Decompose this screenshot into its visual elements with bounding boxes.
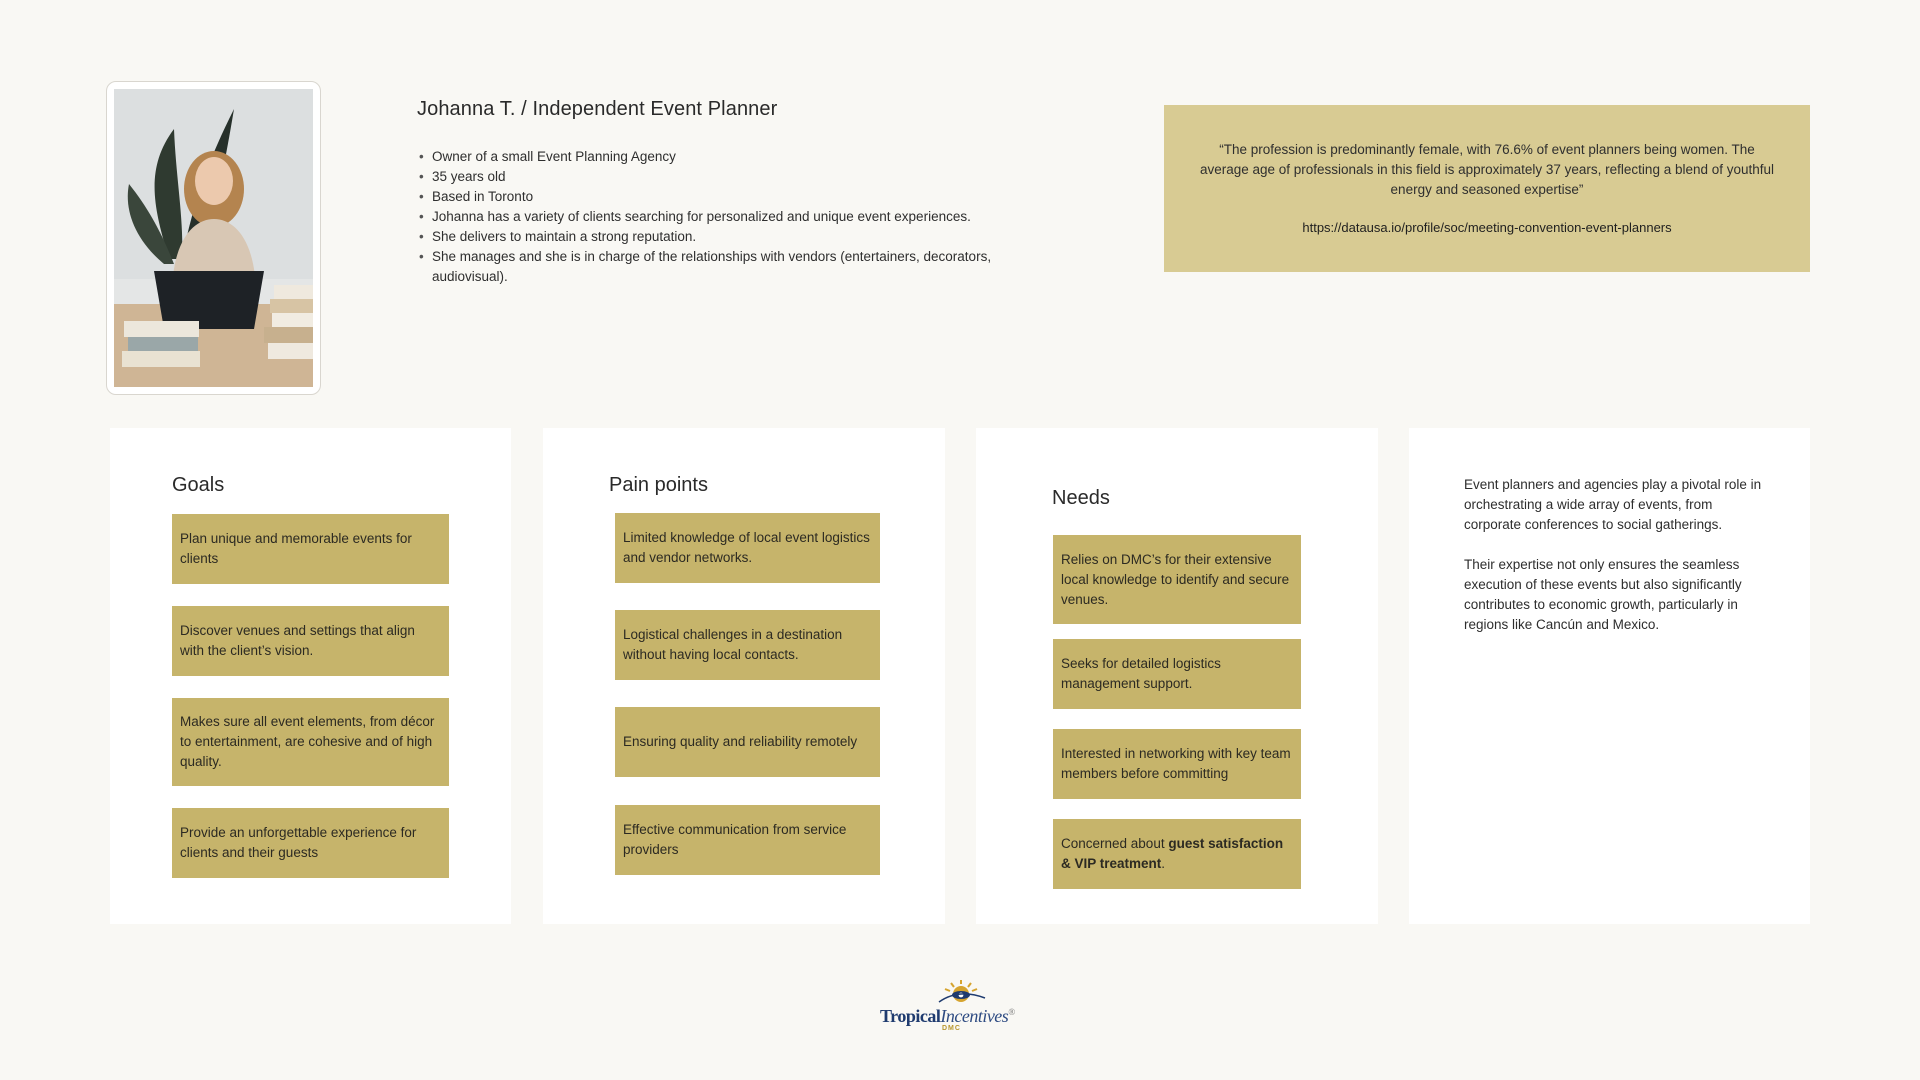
pain-points-title: Pain points [609,474,708,496]
persona-header [417,98,1057,287]
persona-bullet-list [417,147,1057,287]
pain-point-note-text: Ensuring quality and reliability remotely [623,734,858,749]
persona-title: Johanna T. / Independent Event Planner [417,98,778,120]
need-note-prefix: Concerned about [1061,836,1169,851]
pain-point-note-text: Limited knowledge of local event logistics and vendor networks. [623,530,870,565]
logo-word-tropical: Tropical [880,1006,941,1026]
persona-bullet: • Johanna has a variety of clients searching for personalized and unique event experiences. [417,207,1057,227]
persona-bullet: • She delivers to maintain a strong reputation. [417,227,1057,247]
persona-bullet: • She manages and she is in charge of the relationships with vendors (entertainers, decorators, audiovisual). [417,247,1057,287]
pain-point-note-text: Logistical challenges in a destination without having local contacts. [623,627,843,662]
persona-bullet: • Owner of a small Event Planning Agency [417,147,1057,167]
need-note-emphasis: guest satisfaction & VIP treatment [1061,836,1284,871]
goals-card [110,428,511,924]
context-paragraph: Event planners and agencies play a pivotal role in orchestrating a wide array of events, from corporate conferences to social gatherings. [1464,477,1762,532]
goal-note [172,698,449,786]
context-card [1409,428,1810,924]
needs-title: Needs [1052,487,1110,509]
goals-title: Goals [172,474,225,496]
pain-point-note [615,513,880,583]
persona-photo [114,89,313,387]
need-note-text: Interested in networking with key team members before committing [1061,746,1291,781]
goal-note [172,808,449,878]
quote-text: “The profession is predominantly female, with 76.6% of event planners being women. The average age of professionals in this field is approximately 37 years, reflecting a blend of youthful energy and seasoned expertise” [1199,142,1775,197]
need-note [1053,729,1301,799]
pain-point-note [615,610,880,680]
need-note [1053,639,1301,709]
pain-point-note [615,707,880,777]
goal-note [172,514,449,584]
logo-subtitle: DMC [942,1025,961,1032]
goal-note-text: Discover venues and settings that align with the client’s vision. [180,623,415,658]
statistic-quote-box [1164,105,1810,272]
need-note-text: Seeks for detailed logistics management support. [1061,656,1221,691]
context-text [1464,475,1769,635]
goal-note-text: Makes sure all event elements, from décor to entertainment, are cohesive and of high quality. [180,714,435,769]
persona-bullet: • Based in Toronto [417,187,1057,207]
need-note [1053,535,1301,624]
pain-point-note-text: Effective communication from service providers [623,822,847,857]
quote-source-url[interactable]: https://datausa.io/profile/soc/meeting-convention-event-planners [1302,220,1672,235]
need-note-suffix: . [1161,856,1166,871]
pain-point-note [615,805,880,875]
pain-points-card [543,428,945,924]
sun-eye-logo-icon [935,978,987,1004]
need-note [1053,819,1301,889]
logo-registered-mark: ® [1008,1007,1015,1017]
logo-word-incentives: Incentives [940,1006,1009,1026]
persona-photo-frame [106,81,321,395]
need-note-text: Relies on DMC’s for their extensive local knowledge to identify and secure venues. [1061,551,1290,607]
goal-note-text: Plan unique and memorable events for clients [180,531,412,566]
logo-wordmark [880,1006,1015,1027]
goal-note [172,606,449,676]
context-paragraph: Their expertise not only ensures the seamless execution of these events but also significantly contributes to economic growth, particularly in regions like Cancún and Mexico. [1464,557,1742,632]
persona-bullet: • 35 years old [417,167,1057,187]
needs-card [976,428,1378,924]
goal-note-text: Provide an unforgettable experience for clients and their guests [180,825,417,860]
company-logo [880,978,1042,1034]
need-note-text [1061,834,1293,874]
